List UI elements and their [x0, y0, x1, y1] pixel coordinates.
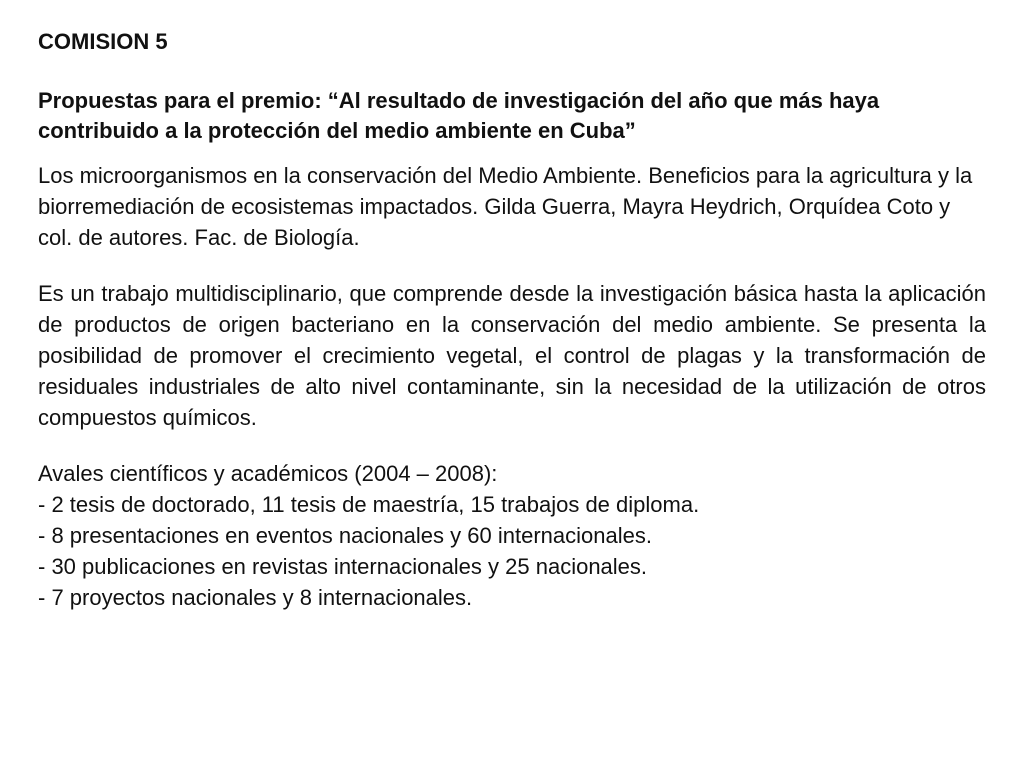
endorsements-list [38, 489, 986, 613]
slide-content [38, 26, 986, 613]
endorsements-heading: Avales científicos y académicos (2004 – 2008): [38, 461, 498, 486]
award-title: Propuestas para el premio: “Al resultado de investigación del año que más haya contribuido a la protección del medio ambiente en Cuba” [38, 88, 880, 143]
work-description: Es un trabajo multidisciplinario, que comprende desde la investigación básica hasta la aplicación de productos de origen bacteriano en la conservación del medio ambiente. Se presenta la posibilidad de promover el crecimiento vegetal, el control de plagas y la transformación de residuales industriales de alto nivel contaminante, sin la necesidad de la utilización de otros compuestos químicos. [38, 281, 986, 430]
work-title: Los microorganismos en la conservación del Medio Ambiente. Beneficios para la agricultura y la biorremediación de ecosistemas impactados. Gilda Guerra, Mayra Heydrich, Orquídea Coto y col. de autores. Fac. de Biología. [38, 163, 973, 250]
list-item: - 8 presentaciones en eventos nacionales y 60 internacionales. [38, 523, 652, 548]
list-item: - 2 tesis de doctorado, 11 tesis de maestría, 15 trabajos de diploma. [38, 492, 700, 517]
endorsements-section [38, 458, 986, 613]
list-item: - 30 publicaciones en revistas internacionales y 25 nacionales. [38, 554, 648, 579]
list-item: - 7 proyectos nacionales y 8 internacionales. [38, 585, 473, 610]
commission-heading: COMISION 5 [38, 29, 168, 54]
